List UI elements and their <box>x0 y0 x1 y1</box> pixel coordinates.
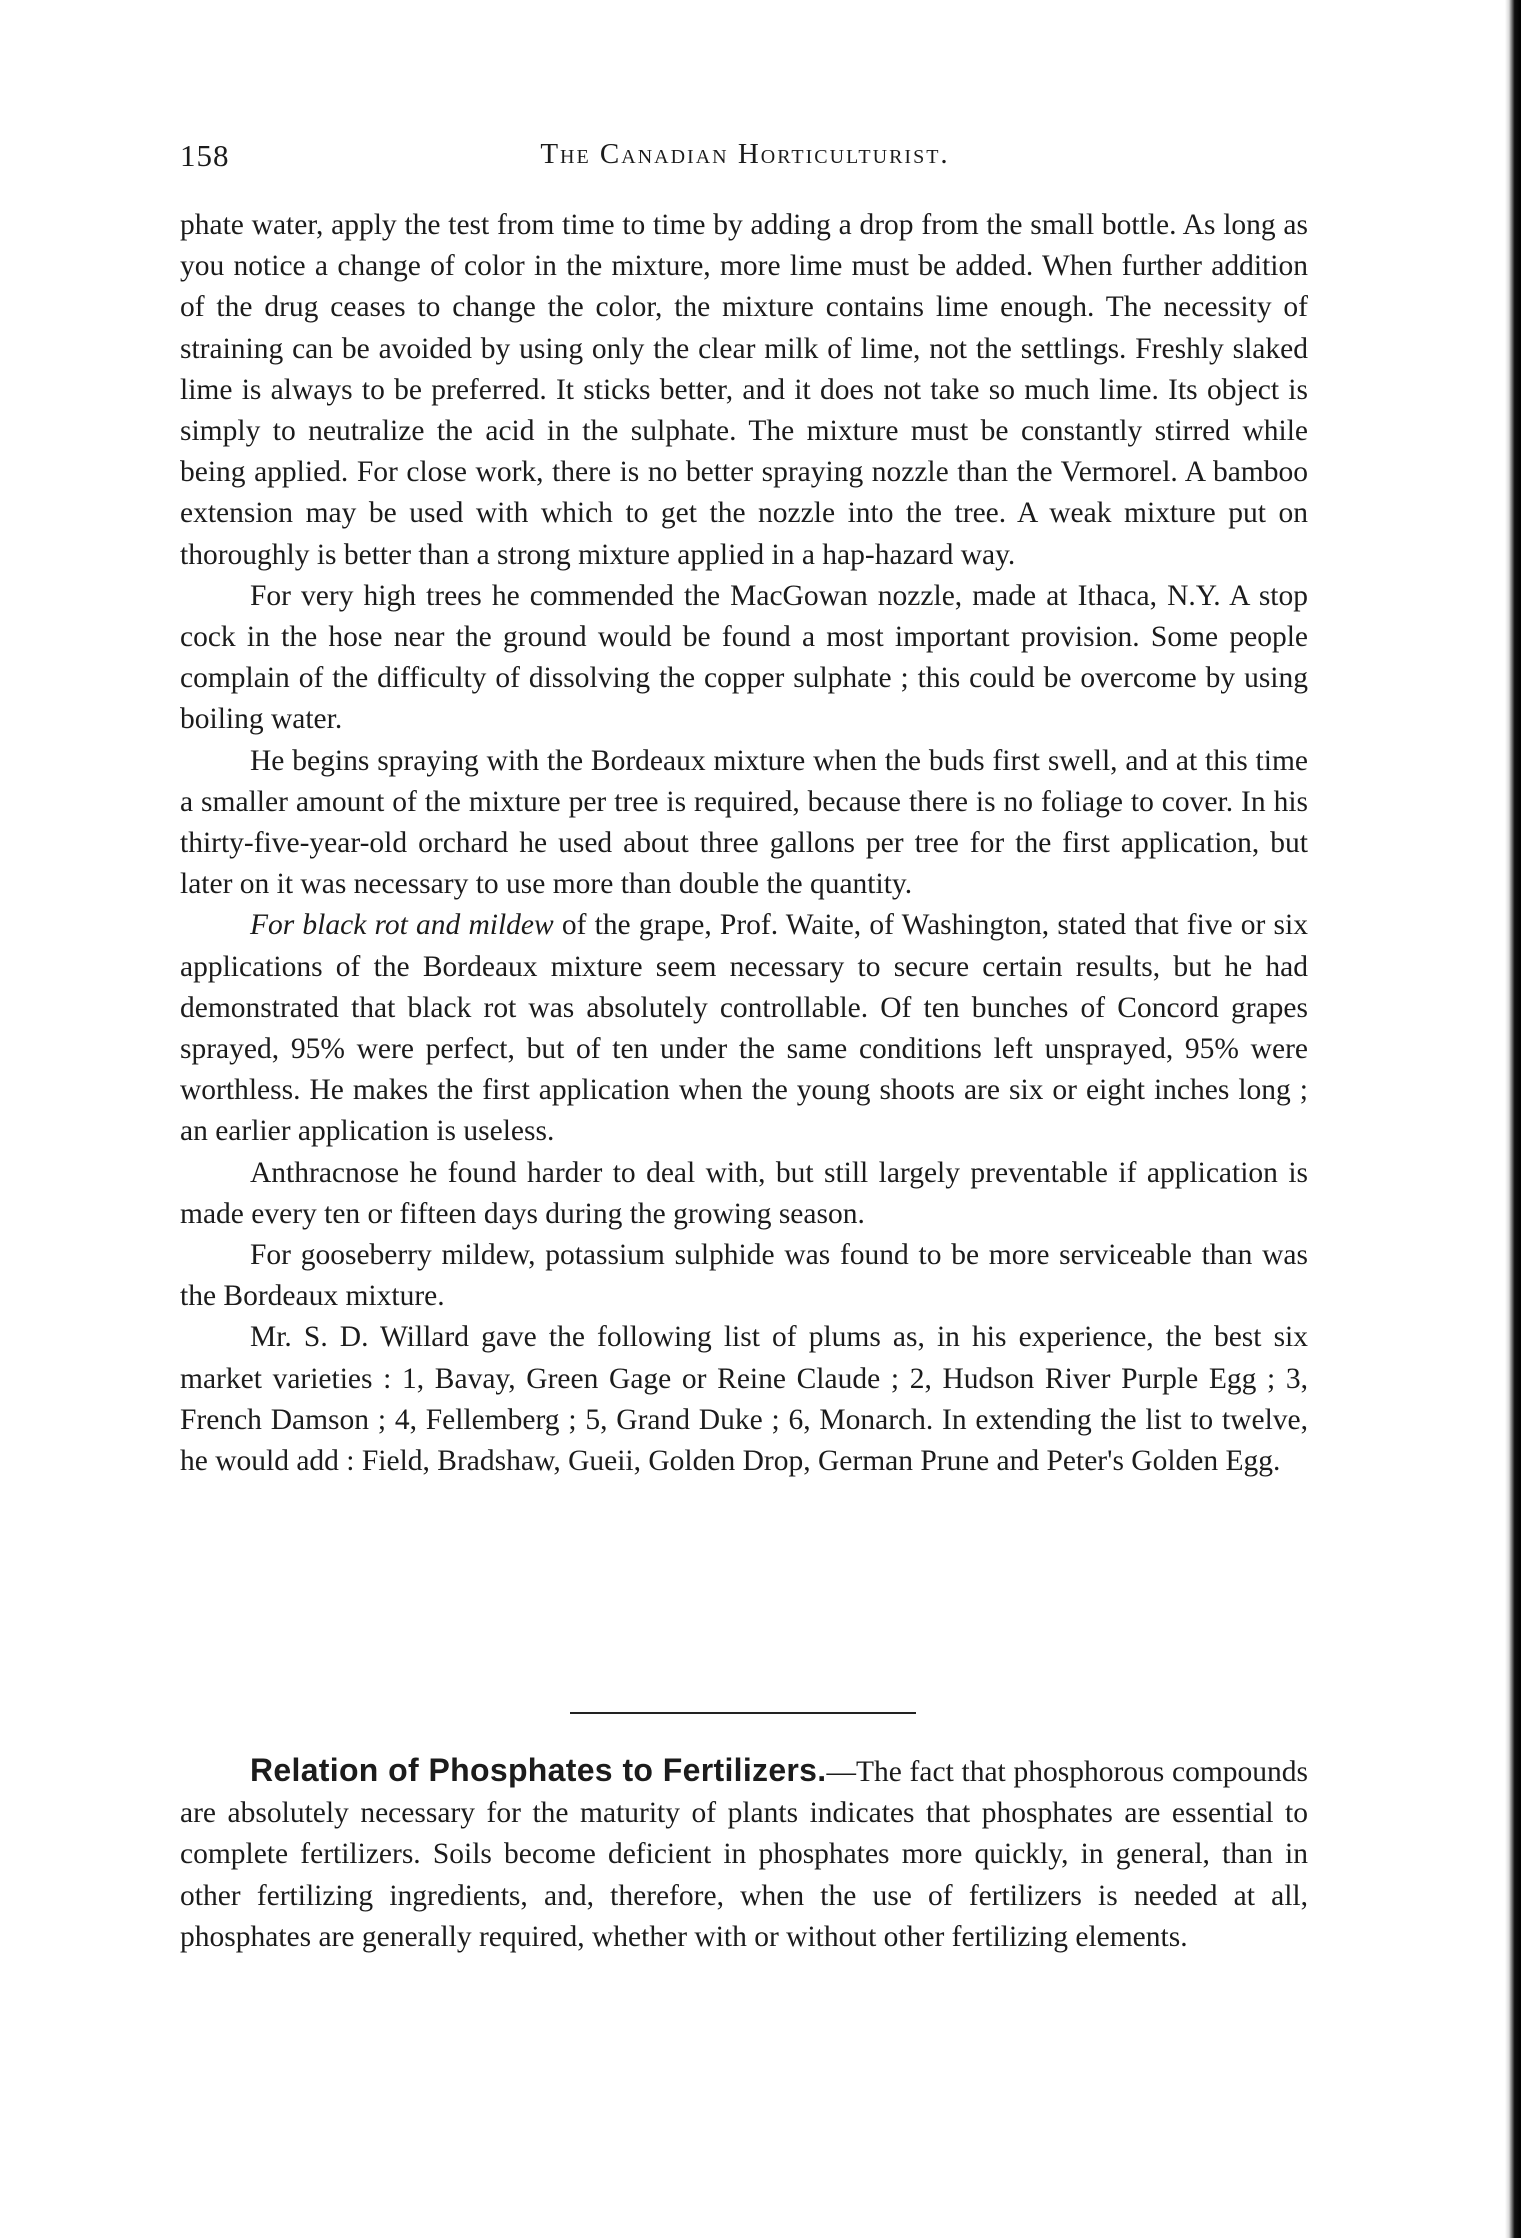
paragraph-5: Anthracnose he found harder to deal with, but still largely preventable if application is made every ten or fifteen days during the growing season. <box>180 1156 1308 1230</box>
page-number: 158 <box>180 138 230 173</box>
paragraph-3: He begins spraying with the Bordeaux mixture when the buds first swell, and at this time a smaller amount of the mixture per tree is required, because there is no foliage to cover. In his thirty-five-year-old orchard he used about three gallons per tree for the first application, but later on it was necessary to use more than double the quantity. <box>180 744 1308 901</box>
section-divider <box>570 1712 916 1714</box>
paragraph-2: For very high trees he commended the MacGowan nozzle, made at Ithaca, N.Y. A stop cock in the hose near the ground would be found a most important provision. Some people complain of the difficulty of dissolving the copper sulphate ; this could be overcome by using boiling water. <box>180 579 1308 736</box>
paragraph-4 <box>180 905 1308 1152</box>
section-heading: Relation of Phosphates to Fertilizers. <box>250 1752 827 1788</box>
paragraph-7: Mr. S. D. Willard gave the following list of plums as, in his experience, the best six market varieties : 1, Bavay, Green Gage or Reine Claude ; 2, Hudson River Purple Egg ; 3, French Damson ; 4, Fellemberg ; 5, Grand Duke ; 6, Monarch. In extending the list to twelve, he would add : Field, Bradshaw, Gueii, Golden Drop, German Prune and Peter's Golden Egg. <box>180 1321 1308 1478</box>
article-body <box>180 205 1308 1482</box>
section-text: —The fact that phosphorous compounds are absolutely necessary for the maturity of plants indicates that phosphates are essential to complete fertilizers. Soils become deficient in phosphates more quickly, in general, than in other fertilizing ingredients, and, therefore, when the use of fertilizers is needed at all, phosphates are generally required, whether with or without other fertilizing elements. <box>180 1756 1308 1953</box>
page-edge-shadow <box>1505 0 1521 2238</box>
phosphates-section <box>180 1750 1308 1958</box>
paragraph-1: phate water, apply the test from time to time by adding a drop from the small bottle. As long as you notice a change of color in the mixture, more lime must be added. When further addition of the drug ceases to change the color, the mixture contains lime enough. The necessity of straining can be avoided by using only the clear milk of lime, not the settlings. Freshly slaked lime is always to be preferred. It sticks better, and it does not take so much lime. Its object is simply to neutralize the acid in the sulphate. The mixture must be constantly stirred while being applied. For close work, there is no better spraying nozzle than the Vermorel. A bamboo extension may be used with which to get the nozzle into the tree. A weak mixture put on thoroughly is better than a strong mixture applied in a hap-hazard way. <box>180 209 1308 571</box>
running-head <box>180 138 1310 178</box>
journal-title: The Canadian Horticulturist. <box>540 138 950 170</box>
paragraph-6: For gooseberry mildew, potassium sulphide was found to be more serviceable than was the Bordeaux mixture. <box>180 1239 1308 1313</box>
italic-phrase: For black rot and mildew <box>250 909 554 942</box>
section-paragraph <box>180 1750 1308 1958</box>
paragraph-4-text: of the grape, Prof. Waite, of Washington, stated that five or six applications of the Bordeaux mixture seem necessary to secure certain results, but he had demonstrated that black rot was absolutely controllable. Of ten bunches of Concord grapes sprayed, 95% were perfect, but of ten under the same conditions left unsprayed, 95% were worthless. He makes the first application when the young shoots are six or eight inches long ; an earlier application is useless. <box>180 909 1308 1148</box>
